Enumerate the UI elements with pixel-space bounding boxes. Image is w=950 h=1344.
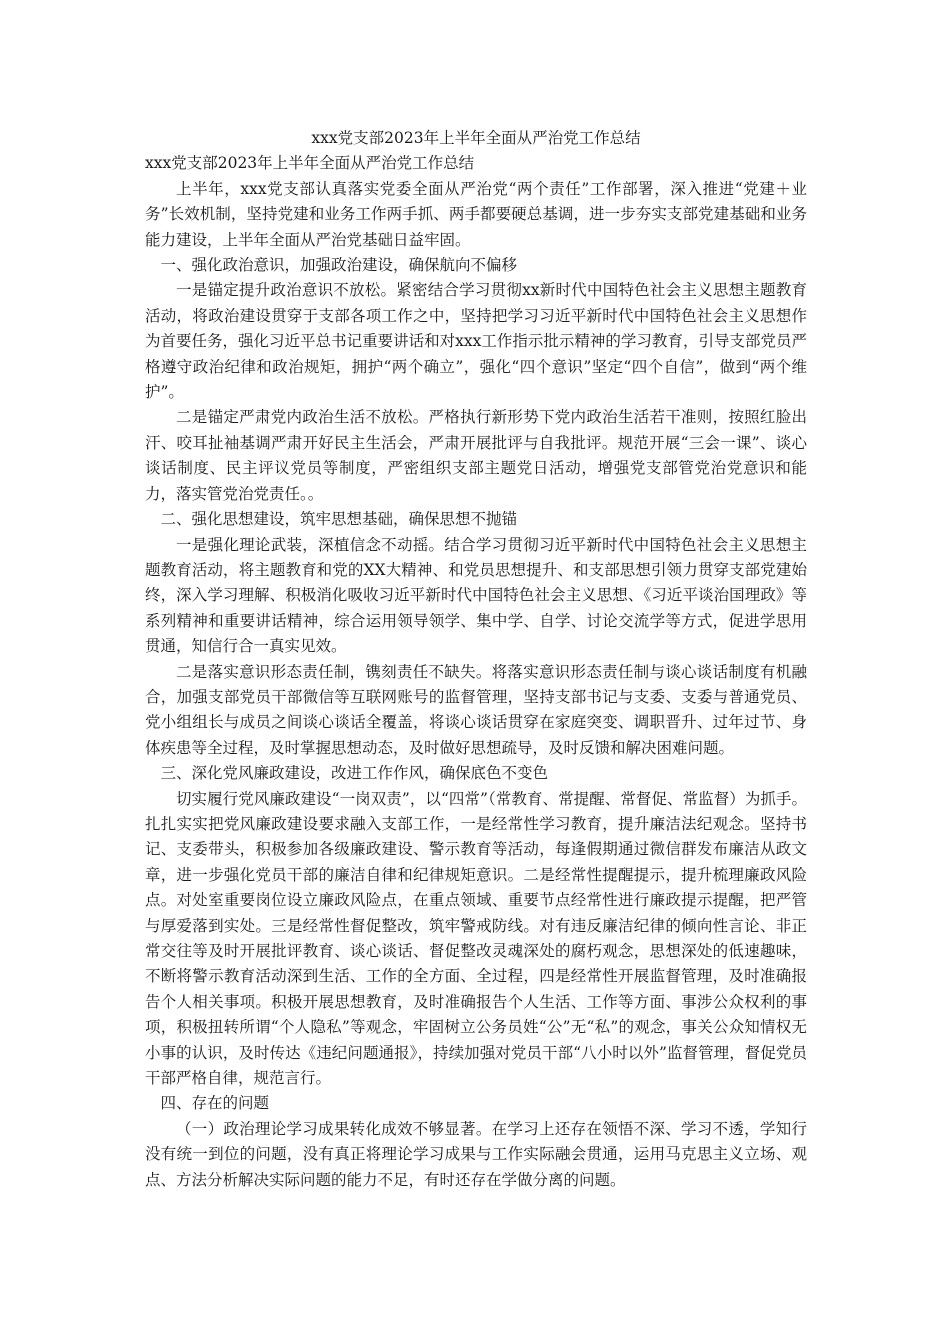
section-1-paragraph-1: 一是锚定提升政治意识不放松。紧密结合学习贯彻xx新时代中国特色社会主义思想主题教育活动，将政治建设贯穿于支部各项工作之中，坚持把学习习近平新时代中国特色社会主义思想作为首要任务，强化习近平总书记重要讲话和对xxx工作指示批示精神的学习教育，引导支部党员严格遵守政治纪律和政治规矩，拥护“两个确立”，强化“四个意识”坚定“四个自信”，做到“两个维护”。 bbox=[145, 281, 807, 402]
section-4-paragraph-1: （一）政治理论学习成果转化成效不够显著。在学习上还存在领悟不深、学习不透，学知行没有统一到位的问题，没有真正将理论学习成果与工作实际融会贯通，运用马克思主义立场、观点、方法分析解决实际问题的能力不足，有时还存在学做分离的问题。 bbox=[145, 1119, 807, 1189]
intro-paragraph: 上半年，xxx党支部认真落实党委全面从严治党“两个责任”工作部署，深入推进“党建＋业务”长效机制，坚持党建和业务工作两手抓、两手都要硬总基调，进一步夯实支部党建基础和业务能力建设，上半年全面从严治党基础日益牢固。 bbox=[145, 179, 807, 249]
section-4-heading: 四、存在的问题 bbox=[160, 1094, 270, 1113]
document-title: xxx党支部2023年上半年全面从严治党工作总结 bbox=[311, 129, 641, 147]
document-subtitle: xxx党支部2023年上半年全面从严治党工作总结 bbox=[145, 154, 475, 173]
section-2-paragraph-1: 一是强化理论武装，深植信念不动摇。结合学习贯彻习近平新时代中国特色社会主义思想主题教育活动，将主题教育和党的XX大精神、和党员思想提升、和支部思想引领力贯穿支部党建始终，深入学习理解、积极消化吸收习近平新时代中国特色社会主义思想、《习近平谈治国理政》等系列精神和重要讲话精神，综合运用领导领学、集中学、自学、讨论交流学等方式，促进学思用贯通，知信行合一真实见效。 bbox=[145, 535, 807, 656]
section-1-heading: 一、强化政治意识，加强政治建设，确保航向不偏移 bbox=[160, 256, 518, 275]
section-1-paragraph-2: 二是锚定严肃党内政治生活不放松。严格执行新形势下党内政治生活若干准则，按照红脸出汗、咬耳扯袖基调严肃开好民主生活会，严肃开展批评与自我批评。规范开展“三会一课”、谈心谈话制度、民主评议党员等制度，严密组织支部主题党日活动，增强党支部管党治党意识和能力，落实管党治党责任。。 bbox=[145, 408, 807, 503]
document-page bbox=[145, 126, 807, 1193]
section-2-heading: 二、强化思想建设，筑牢思想基础，确保思想不抛锚 bbox=[160, 510, 518, 529]
section-2-paragraph-2: 二是落实意识形态责任制，镌刻责任不缺失。将落实意识形态责任制与谈心谈话制度有机融合，加强支部党员干部微信等互联网账号的监督管理，坚持支部书记与支委、支委与普通党员、党小组组长与成员之间谈心谈话全覆盖，将谈心谈话贯穿在家庭突变、调职晋升、过年过节、身体疾患等全过程，及时掌握思想动态，及时做好思想疏导，及时反馈和解决困难问题。 bbox=[145, 662, 807, 757]
section-3-paragraph-1: 切实履行党风廉政建设“一岗双责”，以“四常”（常教育、常提醒、常督促、常监督）为抓手。扎扎实实把党风廉政建设要求融入支部工作，一是经常性学习教育，提升廉洁法纪观念。坚持书记、支委带头，积极参加各级廉政建设、警示教育等活动，每逢假期通过微信群发布廉洁从政文章，进一步强化党员干部的廉洁自律和纪律规矩意识。二是经常性提醒提示，提升梳理廉政风险点。对处室重要岗位设立廉政风险点，在重点领域、重要节点经常性进行廉政提示提醒，把严管与厚爱落到实处。三是经常性督促整改，筑牢警戒防线。对有违反廉洁纪律的倾向性言论、非正常交往等及时开展批评教育、谈心谈话、督促整改灵魂深处的腐朽观念，思想深处的低速趣味，不断将警示教育活动深到生活、工作的全方面、全过程，四是经常性开展监督管理，及时准确报告个人相关事项。积极开展思想教育，及时准确报告个人生活、工作等方面、事涉公众权利的事项，积极扭转所谓“个人隐私”等观念，牢固树立公务员姓“公”无“私”的观念，事关公众知情权无小事的认识，及时传达《违纪问题通报》，持续加强对党员干部“八小时以外”监督管理，督促党员干部严格自律，规范言行。 bbox=[145, 789, 807, 1088]
section-3-heading: 三、深化党风廉政建设，改进工作作风，确保底色不变色 bbox=[160, 764, 549, 783]
